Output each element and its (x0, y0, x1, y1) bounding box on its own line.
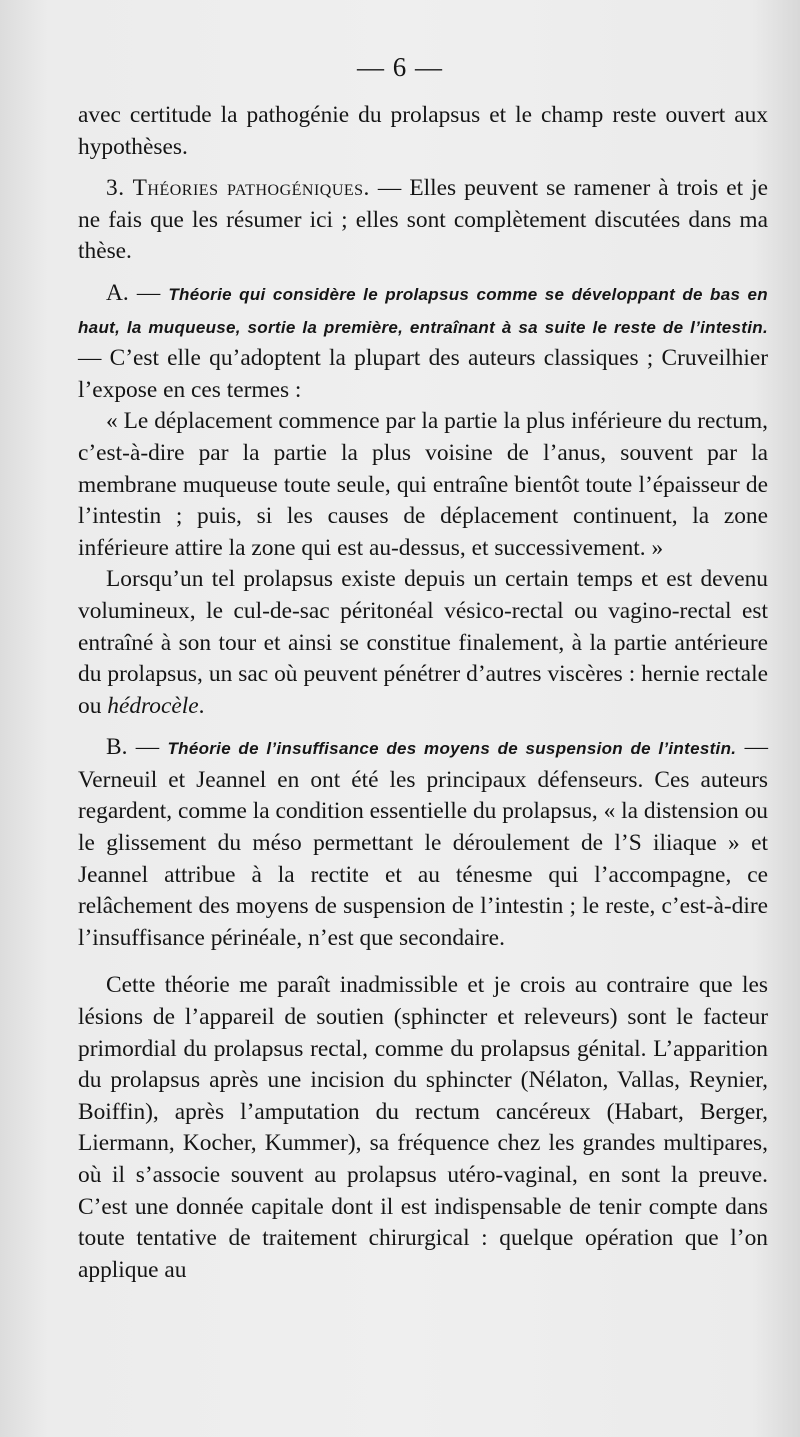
page-number: — 6 — (357, 52, 443, 82)
paragraph-hedrocele (78, 564, 768, 722)
paragraph-theory-b (78, 732, 768, 954)
paragraph-conclusion: Cette théorie me paraît inadmissible et je crois au contraire que les lésions de l’appareil de soutien (sphincter et releveurs) sont le facteur primordial du prolapsus rectal, comme du prolapsus génital. L’apparition du prolapsus après une incision du sphincter (Nélaton, Vallas, Reynier, Boiffin), après l’amputation du rectum cancéreux (Habart, Berger, Liermann, Kocher, Kummer), sa fréquence chez les grandes multipares, où il s’associe souvent au prolapsus utéro-vaginal, en sont la preuve. C’est une donnée capitale dont il est indispensable de tenir compte dans toute tentative de traitement chirurgical : quelque opération que l’on applique au (78, 972, 768, 1283)
paragraph-theories (78, 173, 768, 268)
theory-a-title: Théorie qui considère le prolapsus comme se développant de bas en haut, la muqueuse, sortie la première, entraînant à sa suite le reste de l’intestin. (78, 284, 768, 337)
theory-b-label: B. — (106, 734, 168, 761)
theory-a-label: A. — (106, 279, 169, 306)
theory-b-text: — Verneuil et Jeannel en ont été les principaux défenseurs. Ces auteurs regardent, comme la condition essentielle du prolapsus, « la distension ou le glissement du méso permettant le déroulement de l’S iliaque » et Jeannel attribue à la rectite et au ténesme qui l’accompagne, ce relâchement des moyens de suspension de l’intestin ; le reste, c’est-à-dire l’insuffisance périnéale, n’est que secondaire. (78, 734, 768, 951)
paragraph-theories-text: — Elles peuvent se ramener à trois et je ne fais que les résumer ici ; elles sont complètement discutées dans ma thèse. (78, 175, 768, 265)
hedrocele-text: Lorsqu’un tel prolapsus existe depuis un certain temps et est devenu volumineux, le cul-de-sac péritonéal vésico-rectal ou vagino-rectal est entraîné à son tour et ainsi se constitue finalement, à la partie antérieure du prolapsus, un sac où peuvent pénétrer d’autres viscères : hernie rectale ou (78, 566, 768, 719)
theory-b-title: Théorie de l’insuffisance des moyens de suspension de l’intestin. (167, 739, 737, 759)
hedrocele-term: hédrocèle (107, 692, 199, 719)
theory-a-text: — C’est elle qu’adoptent la plupart des auteurs classiques ; Cruveilhier l’expose en ces termes : (78, 345, 768, 403)
paragraph-intro: avec certitude la pathogénie du prolapsus et le champ reste ouvert aux hypothèses. (78, 102, 768, 160)
paragraph-theory-a (78, 278, 768, 406)
paragraph-cruveilhier-quote: « Le déplacement commence par la partie la plus inférieure du rectum, c’est-à-dire par la partie la plus voisine de l’anus, souvent par la membrane muqueuse toute seule, qui entraîne bientôt toute l’épaisseur de l’intestin ; puis, si les causes de déplacement continuent, la zone inférieure attire la zone qui est au-dessus, et successivement. » (78, 408, 768, 561)
page-body (78, 100, 768, 1286)
section-heading-theories: 3. Théories pathogéniques. (106, 175, 370, 202)
hedrocele-end: . (198, 692, 205, 719)
